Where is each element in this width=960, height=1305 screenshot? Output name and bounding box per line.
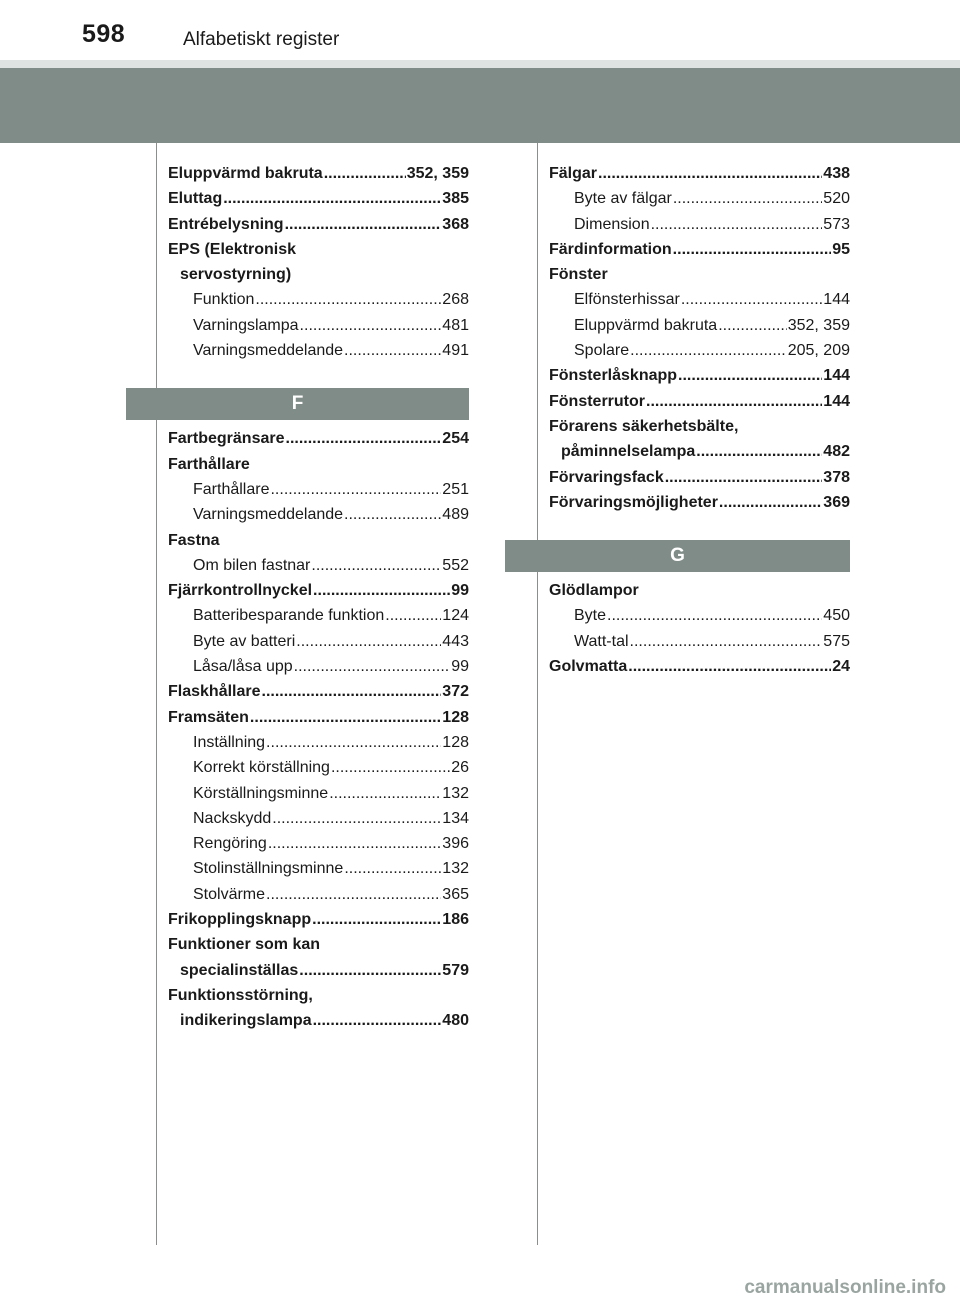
dot-leader (630, 338, 787, 363)
index-entry (549, 578, 850, 603)
index-term: Fönster (549, 266, 608, 284)
page-reference: 99 (451, 582, 469, 600)
dot-leader (294, 654, 451, 679)
dot-leader (268, 831, 441, 856)
index-entry (168, 730, 469, 755)
index-entry (168, 237, 469, 262)
page-reference: 352, 359 (787, 316, 850, 334)
index-term: Rengöring (193, 835, 267, 853)
index-term: Korrekt körställning (193, 759, 330, 777)
index-term: Låsa/låsa upp (193, 658, 293, 676)
index-column-right (549, 161, 850, 679)
index-term: Fälgar (549, 165, 598, 182)
index-entry (168, 907, 469, 932)
page-reference: 268 (442, 291, 469, 309)
index-entry (549, 414, 850, 439)
index-entry (549, 629, 850, 654)
dot-leader (678, 363, 822, 388)
dot-leader (296, 629, 441, 654)
index-entry (549, 465, 850, 490)
dot-leader (598, 161, 822, 186)
page-reference: 438 (823, 165, 850, 182)
index-entry (549, 338, 850, 363)
index-term: Funktionsstörning, (168, 986, 313, 1004)
index-entry (549, 186, 850, 211)
index-term: Eluttag (168, 190, 223, 208)
page-reference: 489 (442, 506, 469, 524)
dot-leader (312, 907, 441, 932)
page-reference: 443 (442, 632, 469, 650)
index-entry (168, 186, 469, 211)
dot-leader (385, 603, 441, 628)
dot-leader (300, 313, 442, 338)
index-term: Fartbegränsare (168, 430, 285, 448)
index-entry (549, 439, 850, 464)
index-term: Fönsterlåsknapp (549, 367, 678, 385)
dot-leader (331, 755, 450, 780)
index-entry (168, 831, 469, 856)
page-reference: 385 (442, 190, 469, 208)
page-reference: 132 (442, 860, 469, 878)
index-term: Entrébelysning (168, 215, 284, 233)
dot-leader (285, 212, 442, 237)
page-reference: 144 (823, 392, 850, 410)
column-divider-left (156, 143, 157, 1245)
index-entry (168, 629, 469, 654)
index-entry (549, 237, 850, 262)
index-entry (168, 313, 469, 338)
page-reference: 186 (442, 911, 469, 929)
dot-leader (673, 186, 822, 211)
index-entry (168, 578, 469, 603)
index-term: Frikopplingsknapp (168, 911, 312, 929)
page-reference: 205, 209 (787, 342, 850, 360)
index-term: Dimension (574, 215, 650, 233)
page-number: 598 (82, 20, 126, 48)
index-term: Golvmatta (549, 658, 628, 676)
index-entry (168, 338, 469, 363)
dot-leader (344, 502, 441, 527)
dot-leader (250, 705, 441, 730)
dot-leader (646, 389, 822, 414)
index-term: Förarens säkerhetsbälte, (549, 417, 739, 435)
index-term: Stolvärme (193, 885, 266, 903)
page-reference: 128 (442, 733, 469, 751)
index-term: Flaskhållare (168, 683, 261, 701)
index-term: Inställning (193, 733, 266, 751)
index-entry (168, 781, 469, 806)
dot-leader (223, 186, 441, 211)
page-reference: 24 (832, 658, 850, 676)
index-list (168, 161, 469, 363)
index-term: specialinställas (180, 961, 299, 979)
index-entry (168, 262, 469, 287)
index-entry (549, 313, 850, 338)
index-term: EPS (Elektronisk (168, 240, 297, 258)
index-entry (168, 882, 469, 907)
dot-leader (255, 287, 441, 312)
page-reference: 372 (442, 683, 469, 701)
page-reference: 95 (832, 240, 850, 258)
index-term: Stolinställningsminne (193, 860, 344, 878)
index-entry (168, 502, 469, 527)
page-reference: 128 (442, 708, 469, 726)
page-reference: 369 (823, 493, 850, 511)
dot-leader (266, 730, 441, 755)
dot-leader (607, 603, 822, 628)
index-term: Watt-tal (574, 632, 629, 650)
page-reference: 520 (823, 190, 850, 208)
page-reference: 491 (442, 342, 469, 360)
page-reference: 352, 359 (406, 165, 469, 182)
index-entry (549, 262, 850, 287)
index-entry (168, 679, 469, 704)
index-term: Förvaringsfack (549, 468, 664, 486)
index-term: Farthållare (193, 480, 270, 498)
page-reference: 378 (823, 468, 850, 486)
dot-leader (718, 313, 787, 338)
page-header (0, 0, 960, 62)
header-band (0, 68, 960, 143)
index-term: Varningsmeddelande (193, 506, 344, 524)
page-reference: 482 (823, 443, 850, 461)
index-term: Byte av fälgar (574, 190, 672, 208)
index-term: Körställningsminne (193, 784, 329, 802)
page-reference: 144 (823, 367, 850, 385)
index-term: Batteribesparande funktion (193, 607, 385, 625)
index-entry (168, 528, 469, 553)
dot-leader (313, 1008, 442, 1033)
index-entry (168, 856, 469, 881)
index-term: Varningslampa (193, 316, 299, 334)
page-reference: 26 (451, 759, 469, 777)
index-term: Fastna (168, 531, 220, 549)
index-entry (168, 983, 469, 1008)
page-reference: 365 (442, 885, 469, 903)
dot-leader (272, 806, 441, 831)
index-term: Fjärrkontrollnyckel (168, 582, 313, 600)
index-entry (549, 161, 850, 186)
dot-leader (344, 856, 441, 881)
index-term: Byte av batteri (193, 632, 296, 650)
watermark-text: carmanualsonline.info (744, 1277, 946, 1298)
index-entry (168, 654, 469, 679)
index-list (549, 578, 850, 679)
dot-leader (313, 578, 450, 603)
index-entry (549, 287, 850, 312)
dot-leader (299, 958, 441, 983)
dot-leader (696, 439, 822, 464)
index-term: Om bilen fastnar (193, 556, 311, 574)
index-term: påminnelselampa (561, 443, 696, 461)
index-term: Spolare (574, 342, 630, 360)
page-reference: 481 (442, 316, 469, 334)
index-term: servostyrning) (180, 266, 292, 284)
header-band-light (0, 60, 960, 68)
dot-leader (270, 477, 441, 502)
index-term: Varningsmeddelande (193, 342, 344, 360)
index-term: indikeringslampa (180, 1012, 312, 1030)
page-reference: 99 (451, 658, 469, 676)
index-entry (549, 212, 850, 237)
index-entry (168, 958, 469, 983)
index-entry (549, 603, 850, 628)
index-entry (549, 654, 850, 679)
index-entry (168, 287, 469, 312)
section-header-g: G (505, 540, 850, 572)
index-term: Nackskydd (193, 809, 272, 827)
page-reference: 144 (823, 291, 850, 309)
page-reference: 254 (442, 430, 469, 448)
index-column-left (168, 161, 469, 1034)
index-term: Elfönsterhissar (574, 291, 680, 309)
index-term: Byte (574, 607, 607, 625)
index-entry (549, 490, 850, 515)
index-term: Funktioner som kan (168, 936, 321, 954)
page-reference: 575 (823, 632, 850, 650)
index-term: Glödlampor (549, 582, 639, 600)
page-reference: 396 (442, 835, 469, 853)
dot-leader (628, 654, 831, 679)
dot-leader (286, 426, 442, 451)
page-reference: 368 (442, 215, 469, 233)
dot-leader (262, 679, 442, 704)
index-entry (168, 932, 469, 957)
page-title: Alfabetiskt register (183, 29, 340, 50)
page-reference: 124 (442, 607, 469, 625)
dot-leader (324, 161, 406, 186)
page-reference: 552 (442, 556, 469, 574)
page-reference: 134 (442, 809, 469, 827)
dot-leader (719, 490, 822, 515)
index-term: Fönsterrutor (549, 392, 645, 410)
page-reference: 251 (442, 480, 469, 498)
page-reference: 450 (823, 607, 850, 625)
dot-leader (651, 212, 823, 237)
index-term: Förvaringsmöjligheter (549, 493, 718, 511)
section-header-f: F (126, 388, 469, 420)
page-reference: 132 (442, 784, 469, 802)
index-entry (168, 212, 469, 237)
index-term: Färdinformation (549, 240, 672, 258)
dot-leader (673, 237, 832, 262)
index-list (168, 426, 469, 1033)
index-term: Framsäten (168, 708, 249, 726)
index-term: Funktion (193, 291, 255, 309)
index-entry (168, 161, 469, 186)
dot-leader (311, 553, 441, 578)
index-term: Farthållare (168, 455, 250, 473)
index-entry (549, 363, 850, 388)
dot-leader (329, 781, 441, 806)
index-entry (168, 603, 469, 628)
index-list (549, 161, 850, 515)
index-entry (168, 426, 469, 451)
page-reference: 480 (442, 1012, 469, 1030)
index-entry (168, 553, 469, 578)
index-entry (168, 452, 469, 477)
dot-leader (630, 629, 823, 654)
dot-leader (681, 287, 822, 312)
index-entry (549, 389, 850, 414)
index-term: Eluppvärmd bakruta (574, 316, 718, 334)
dot-leader (266, 882, 441, 907)
page-reference: 573 (823, 215, 850, 233)
index-term: Eluppvärmd bakruta (168, 165, 323, 182)
index-entry (168, 705, 469, 730)
index-entry (168, 1008, 469, 1033)
column-divider-right (537, 143, 538, 1245)
index-entry (168, 806, 469, 831)
page-reference: 579 (442, 961, 469, 979)
dot-leader (665, 465, 823, 490)
index-entry (168, 477, 469, 502)
dot-leader (344, 338, 441, 363)
index-entry (168, 755, 469, 780)
